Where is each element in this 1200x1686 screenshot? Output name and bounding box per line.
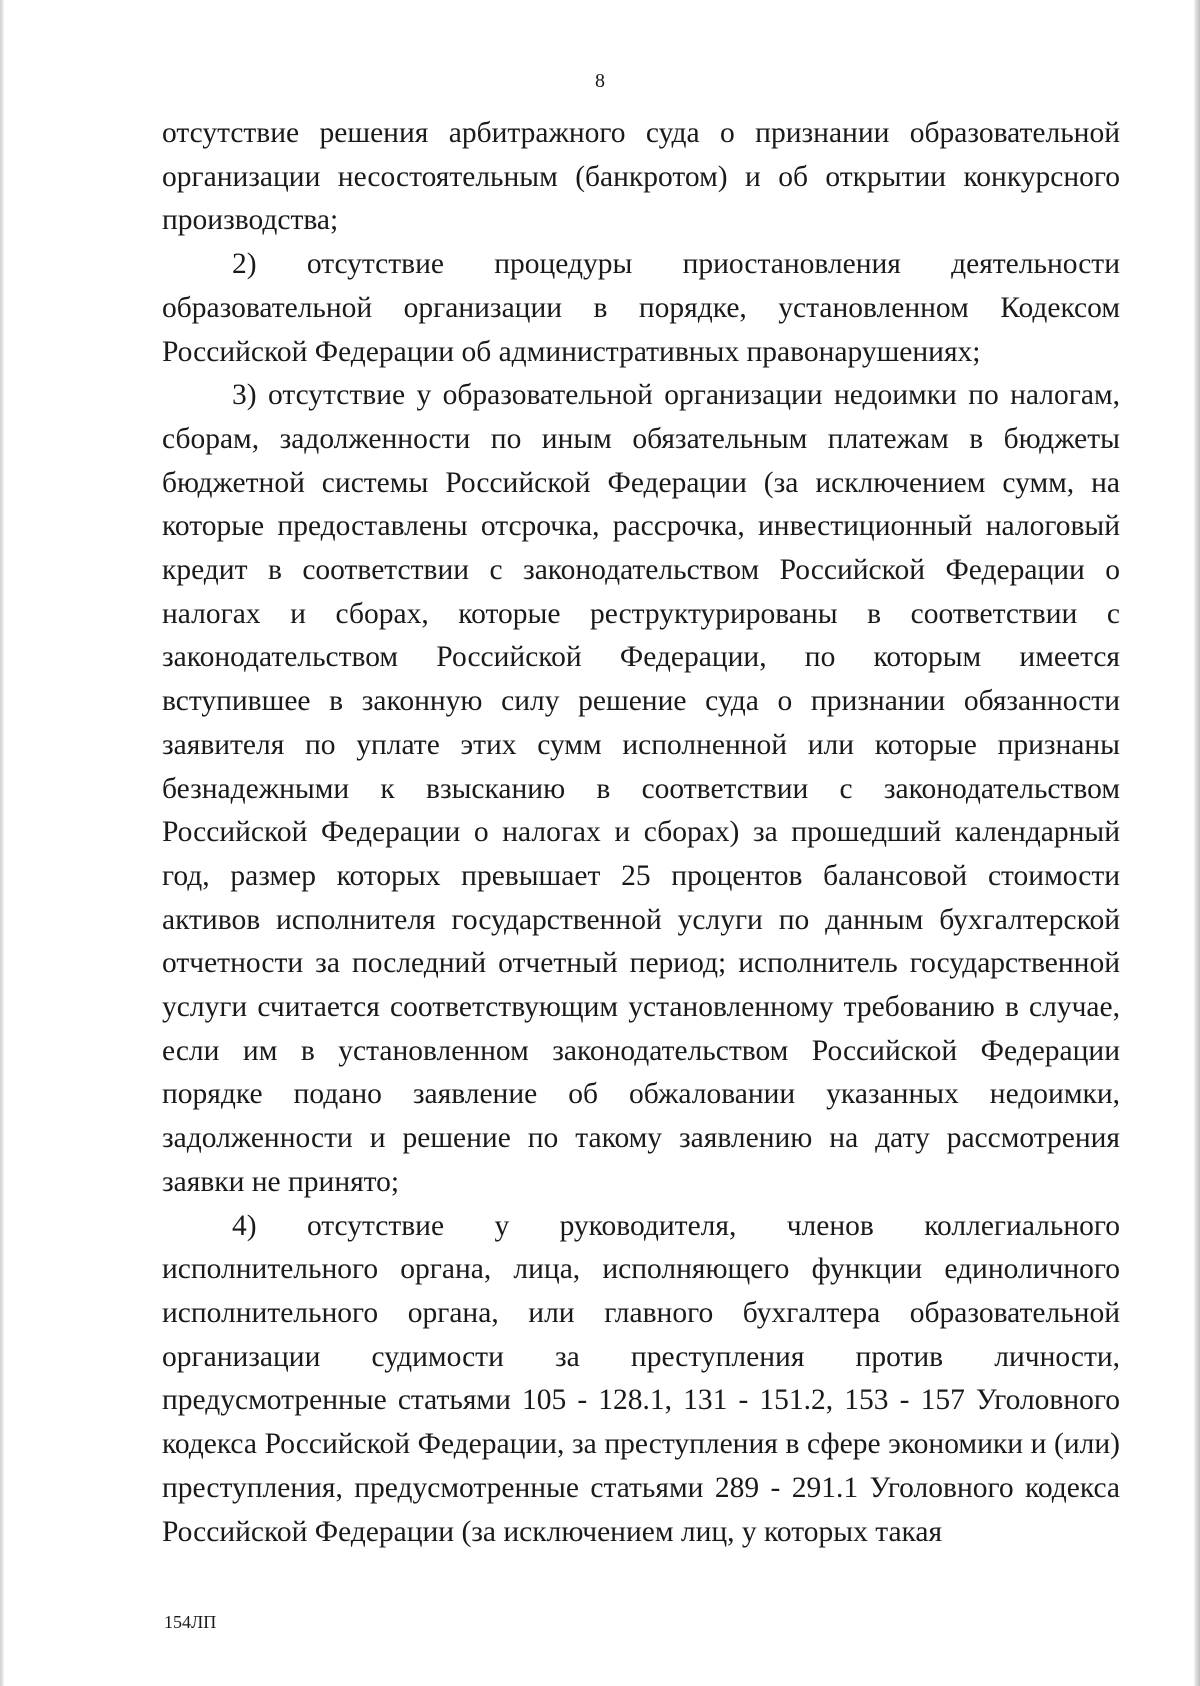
paragraph-item-2: 2) отсутствие процедуры приостановления деятельности образовательной организации в порядке, установленном Кодексом Российской Федерации об административных правонарушениях; [162,248,1120,368]
paragraph-item-4: 4) отсутствие у руководителя, членов коллегиального исполнительного органа, лица, исполняющего функции единоличного исполнительного органа, или главного бухгалтера образовательной организации судимости за преступления против личности, предусмотренные статьями 105 - 128.1, 131 - 151.2, 153 - 157 Уголовного кодекса Российской Федерации, за преступления в сфере экономики и (или) преступления, предусмотренные статьями 289 - 291.1 Уголовного кодекса Российской Федерации (за исключением лиц, у которых такая [162,1209,1120,1548]
paragraph-continuation: отсутствие решения арбитражного суда о признании образовательной организации несостоятельным (банкротом) и об открытии конкурсного производства; [162,117,1120,237]
scan-edge-right [1194,0,1200,1686]
document-code: 154ЛП [164,1612,217,1632]
page-number: 8 [595,70,605,92]
scan-edge-left [0,0,4,1686]
paragraph-item-3: 3) отсутствие у образовательной организации недоимки по налогам, сборам, задолженности по иным обязательным платежам в бюджеты бюджетной системы Российской Федерации (за исключением сумм, на которые предоставлены отсрочка, рассрочка, инвестиционный налоговый кредит в соответствии с законодательством Российской Федерации о налогах и сборах, которые реструктурированы в соответствии с законодательством Российской Федерации, по которым имеется вступившее в законную силу решение суда о признании обязанности заявителя по уплате этих сумм исполненной или которые признаны безнадежными к взысканию в соответствии с законодательством Российской Федерации о налогах и сборах) за прошедший календарный год, размер которых превышает 25 процентов балансовой стоимости активов исполнителя государственной услуги по данным бухгалтерской отчетности за последний отчетный период; исполнитель государственной услуги считается соответствующим установленному требованию в случае, если им в установленном законодательством Российской Федерации порядке подано заявление об обжаловании указанных недоимки, задолженности и решение по такому заявлению на дату рассмотрения заявки не принято; [162,379,1120,1198]
document-body [162,112,1120,1554]
